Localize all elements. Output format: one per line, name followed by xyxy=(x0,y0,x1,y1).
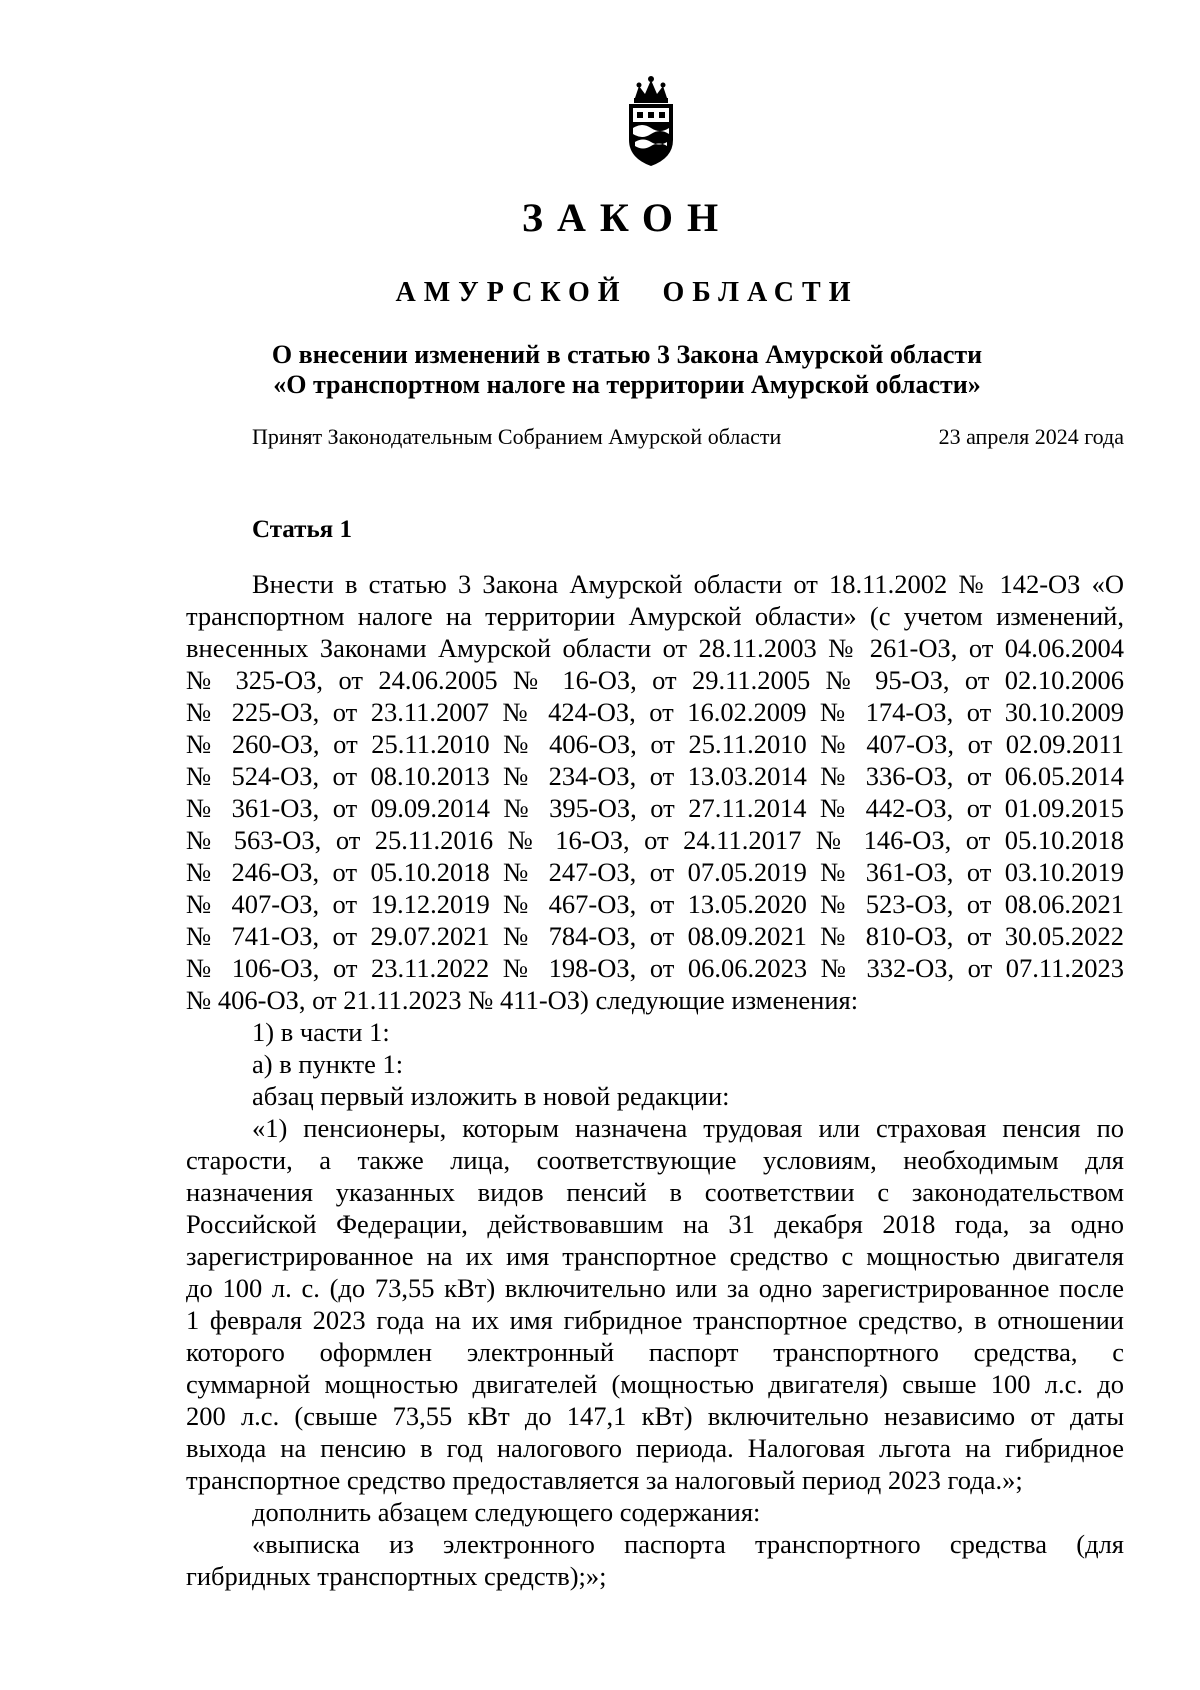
body-line: транспортное средство предоставляется за налоговый период 2023 года.»; xyxy=(186,1465,1023,1495)
body-line: суммарной мощностью двигателей (мощностью двигателя) свыше 100 л.с. до xyxy=(186,1369,1124,1399)
body-line: № 106-ОЗ, от 23.11.2022 № 198-ОЗ, от 06.06.2023 № 332-ОЗ, от 07.11.2023 xyxy=(186,953,1124,983)
body-line: 1) в части 1: xyxy=(252,1017,390,1047)
region-title: АМУРСКОЙ ОБЛАСТИ xyxy=(395,277,859,308)
body-line: внесенных Законами Амурской области от 28.11.2003 № 261-ОЗ, от 04.06.2004 xyxy=(186,633,1124,663)
body-line: старости, а также лица, соответствующие условиям, необходимым для xyxy=(186,1145,1124,1175)
body-line: № 225-ОЗ, от 23.11.2007 № 424-ОЗ, от 16.02.2009 № 174-ОЗ, от 30.10.2009 xyxy=(186,697,1124,727)
body-line: № 260-ОЗ, от 25.11.2010 № 406-ОЗ, от 25.11.2010 № 407-ОЗ, от 02.09.2011 xyxy=(186,729,1124,759)
adoption-info xyxy=(252,424,1124,450)
body-line: которого оформлен электронный паспорт транспортного средства, с xyxy=(186,1337,1124,1367)
body-line: дополнить абзацем следующего содержания: xyxy=(252,1497,761,1527)
body-line: 1 февраля 2023 года на их имя гибридное транспортное средство, в отношении xyxy=(186,1305,1124,1335)
law-title: ЗАКОН xyxy=(521,195,733,240)
body-line: транспортном налоге на территории Амурской области» (с учетом изменений, xyxy=(186,601,1124,631)
body-line: № 563-ОЗ, от 25.11.2016 № 16-ОЗ, от 24.11.2017 № 146-ОЗ, от 05.10.2018 xyxy=(186,825,1124,855)
body-line: № 407-ОЗ, от 19.12.2019 № 467-ОЗ, от 13.05.2020 № 523-ОЗ, от 08.06.2021 xyxy=(186,889,1124,919)
article-body xyxy=(186,568,1124,1592)
body-line: № 361-ОЗ, от 09.09.2014 № 395-ОЗ, от 27.11.2014 № 442-ОЗ, от 01.09.2015 xyxy=(186,793,1124,823)
subject-line: О внесении изменений в статью 3 Закона Амурской области xyxy=(271,340,983,369)
body-line: № 325-ОЗ, от 24.06.2005 № 16-ОЗ, от 29.11.2005 № 95-ОЗ, от 02.10.2006 xyxy=(186,665,1124,695)
body-line: «1) пенсионеры, которым назначена трудовая или страховая пенсия по xyxy=(252,1113,1124,1143)
body-line: назначения указанных видов пенсий в соответствии с законодательством xyxy=(186,1177,1124,1207)
article-heading: Статья 1 xyxy=(252,516,352,543)
body-line: абзац первый изложить в новой редакции: xyxy=(252,1081,730,1111)
body-line: № 406-ОЗ, от 21.11.2023 № 411-ОЗ) следующие изменения: xyxy=(186,985,859,1015)
adopted-by: Принят Законодательным Собранием Амурской области xyxy=(252,424,782,449)
body-line: № 741-ОЗ, от 29.07.2021 № 784-ОЗ, от 08.09.2021 № 810-ОЗ, от 30.05.2022 xyxy=(186,921,1124,951)
body-line: «выписка из электронного паспорта транспортного средства (для xyxy=(252,1529,1124,1559)
law-subject xyxy=(0,340,1200,400)
body-line: 200 л.с. (свыше 73,55 кВт до 147,1 кВт) включительно независимо от даты xyxy=(186,1401,1124,1431)
body-line: а) в пункте 1: xyxy=(252,1049,404,1079)
body-line: гибридных транспортных средств);»; xyxy=(186,1561,607,1591)
body-line: № 246-ОЗ, от 05.10.2018 № 247-ОЗ, от 07.05.2019 № 361-ОЗ, от 03.10.2019 xyxy=(186,857,1124,887)
adopted-date: 23 апреля 2024 года xyxy=(938,424,1124,449)
body-line: Внести в статью 3 Закона Амурской области от 18.11.2002 № 142-ОЗ «О xyxy=(252,569,1124,599)
body-line: выхода на пенсию в год налогового периода. Налоговая льгота на гибридное xyxy=(186,1433,1124,1463)
body-line: Российской Федерации, действовавшим на 31 декабря 2018 года, за одно xyxy=(186,1209,1124,1239)
body-line: зарегистрированное на их имя транспортное средство с мощностью двигателя xyxy=(186,1241,1124,1271)
amur-coat-of-arms-icon xyxy=(623,76,679,168)
body-line: № 524-ОЗ, от 08.10.2013 № 234-ОЗ, от 13.03.2014 № 336-ОЗ, от 06.05.2014 xyxy=(186,761,1124,791)
subject-line: «О транспортном налоге на территории Амурской области» xyxy=(273,370,981,399)
body-line: до 100 л. с. (до 73,55 кВт) включительно или за одно зарегистрированное после xyxy=(186,1273,1124,1303)
